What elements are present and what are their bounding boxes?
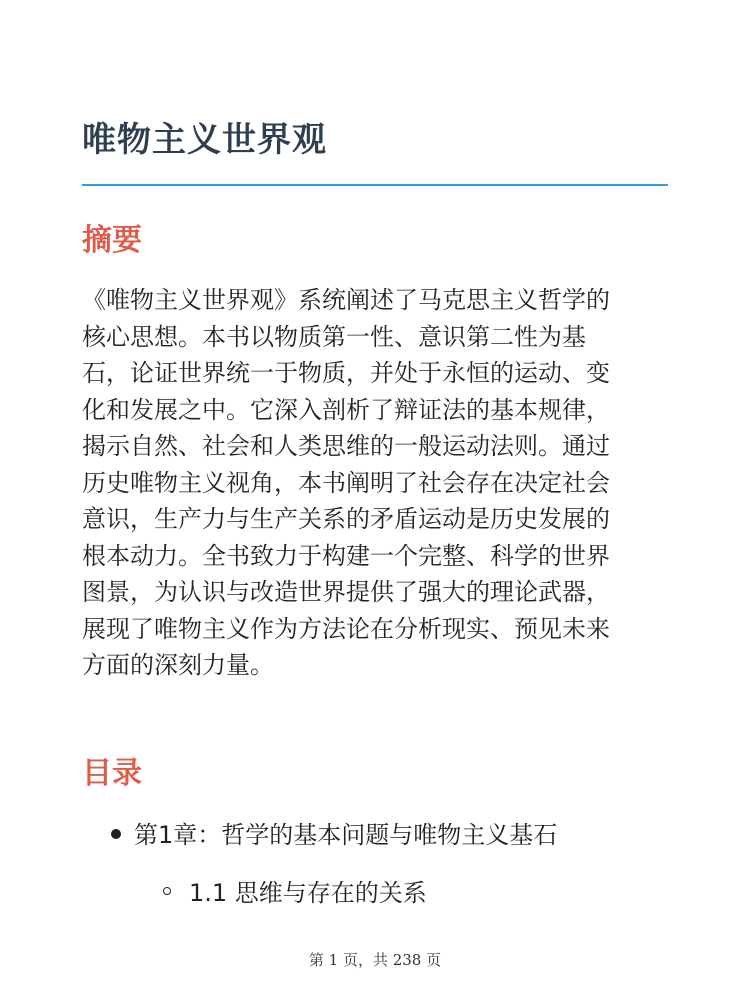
toc-item-chapter-1[interactable]: 第1章：哲学的基本问题与唯物主义基石 [134, 821, 558, 849]
toc-item-section-1-1[interactable]: 1.1 思维与存在的关系 [189, 879, 427, 907]
title-divider [82, 184, 668, 186]
abstract-line: 图景，为认识与改造世界提供了强大的理论武器， [82, 578, 610, 606]
abstract-heading: 摘要 [82, 223, 142, 258]
abstract-text [82, 282, 682, 684]
abstract-line: 历史唯物主义视角，本书阐明了社会存在决定社会 [82, 468, 610, 497]
page-number-footer: 第 1 页，共 238 页 [308, 951, 442, 969]
abstract-line: 根本动力。全书致力于构建一个完整、科学的世界 [82, 541, 610, 570]
abstract-line: 《唯物主义世界观》系统阐述了马克思主义哲学的 [82, 286, 610, 314]
abstract-line: 化和发展之中。它深入剖析了辩证法的基本规律， [82, 395, 610, 424]
bullet-disc-icon [111, 829, 121, 839]
abstract-line: 核心思想。本书以物质第一性、意识第二性为基 [82, 322, 586, 351]
abstract-line: 方面的深刻力量。 [82, 651, 274, 679]
document-title: 唯物主义世界观 [82, 120, 327, 160]
bullet-circle-icon [163, 887, 171, 895]
abstract-line: 石，论证世界统一于物质，并处于永恒的运动、变 [82, 359, 610, 387]
abstract-line: 意识，生产力与生产关系的矛盾运动是历史发展的 [82, 505, 610, 533]
abstract-line: 揭示自然、社会和人类思维的一般运动法则。通过 [82, 432, 610, 460]
abstract-line: 展现了唯物主义作为方法论在分析现实、预见未来 [82, 614, 610, 643]
toc-heading: 目录 [82, 756, 142, 791]
